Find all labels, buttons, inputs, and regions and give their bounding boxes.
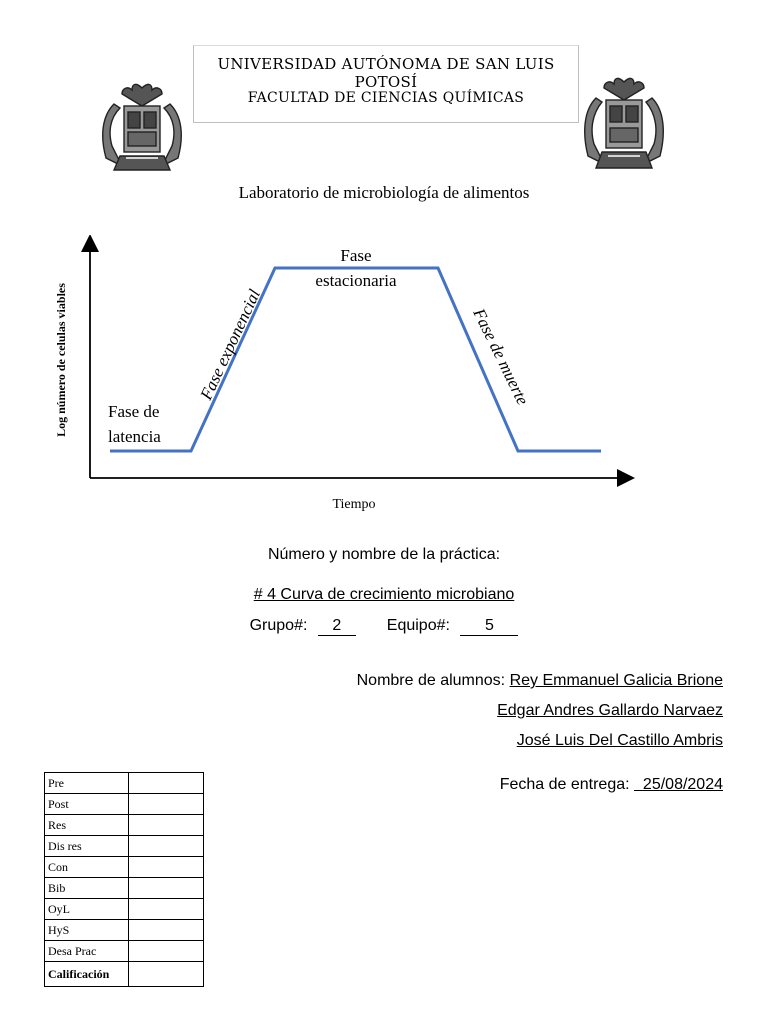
students-block: [357, 666, 723, 756]
table-row: [45, 836, 204, 857]
final-grade-row: [45, 962, 204, 987]
grade-label: Res: [45, 815, 129, 836]
table-row: [45, 815, 204, 836]
table-row: [45, 920, 204, 941]
grade-label: Dis res: [45, 836, 129, 857]
growth-curve-chart: [48, 235, 648, 520]
grade-cell[interactable]: [129, 899, 204, 920]
grade-cell[interactable]: [129, 794, 204, 815]
table-row: [45, 794, 204, 815]
group-value: 2: [318, 616, 356, 636]
grade-cell[interactable]: [129, 878, 204, 899]
team-label: Equipo#:: [386, 617, 450, 634]
grade-label: HyS: [45, 920, 129, 941]
grade-cell[interactable]: [129, 773, 204, 794]
university-seal-left: [92, 76, 192, 178]
phase-label-stationary-line2: estacionaria: [315, 271, 397, 290]
grade-cell[interactable]: [129, 920, 204, 941]
table-row: [45, 773, 204, 794]
student-name-3: José Luis Del Castillo Ambris: [516, 732, 723, 749]
growth-curve-line: [110, 268, 601, 451]
x-axis-label: Tiempo: [332, 497, 376, 512]
phase-label-stationary-line1: Fase: [340, 246, 372, 265]
phase-label-exponential: Fase exponencial: [196, 286, 265, 403]
team-value: 5: [460, 616, 518, 636]
grade-label: Post: [45, 794, 129, 815]
phase-label-death: Fase de muerte: [469, 305, 533, 408]
delivery-date-line: [500, 776, 723, 794]
group-team-line: [0, 616, 768, 636]
students-label: Nombre de alumnos:: [356, 672, 506, 689]
final-grade-cell[interactable]: [129, 962, 204, 987]
y-axis-label: Log número de celulas viables: [54, 283, 68, 437]
table-row: [45, 878, 204, 899]
institution-header: [193, 45, 579, 123]
table-row: [45, 857, 204, 878]
group-label: Grupo#:: [249, 617, 308, 634]
grade-label: OyL: [45, 899, 129, 920]
grade-cell[interactable]: [129, 941, 204, 962]
university-seal-right: [572, 72, 677, 178]
delivery-date: 25/08/2024: [642, 776, 723, 793]
phase-label-lag-line1: Fase de: [108, 402, 160, 421]
final-grade-label: Calificación: [45, 962, 129, 987]
university-name: UNIVERSIDAD AUTÓNOMA DE SAN LUIS POTOSÍ: [217, 55, 555, 91]
phase-label-lag-line2: latencia: [108, 427, 161, 446]
delivery-label: Fecha de entrega:: [499, 776, 630, 793]
grade-label: Con: [45, 857, 129, 878]
grade-label: Desa Prac: [45, 941, 129, 962]
grades-table: [44, 772, 204, 987]
student-name-1: Rey Emmanuel Galicia Brione: [509, 672, 723, 689]
faculty-name: FACULTAD DE CIENCIAS QUÍMICAS: [247, 90, 525, 106]
grade-label: Bib: [45, 878, 129, 899]
table-row: [45, 941, 204, 962]
practice-title: # 4 Curva de crecimiento microbiano: [253, 586, 515, 603]
student-name-2: Edgar Andres Gallardo Narvaez: [497, 702, 723, 719]
practice-label: Número y nombre de la práctica:: [267, 546, 501, 563]
lab-title: Laboratorio de microbiología de alimentos: [238, 183, 530, 202]
grade-cell[interactable]: [129, 857, 204, 878]
grade-label: Pre: [45, 773, 129, 794]
grade-cell[interactable]: [129, 836, 204, 857]
grade-cell[interactable]: [129, 815, 204, 836]
table-row: [45, 899, 204, 920]
